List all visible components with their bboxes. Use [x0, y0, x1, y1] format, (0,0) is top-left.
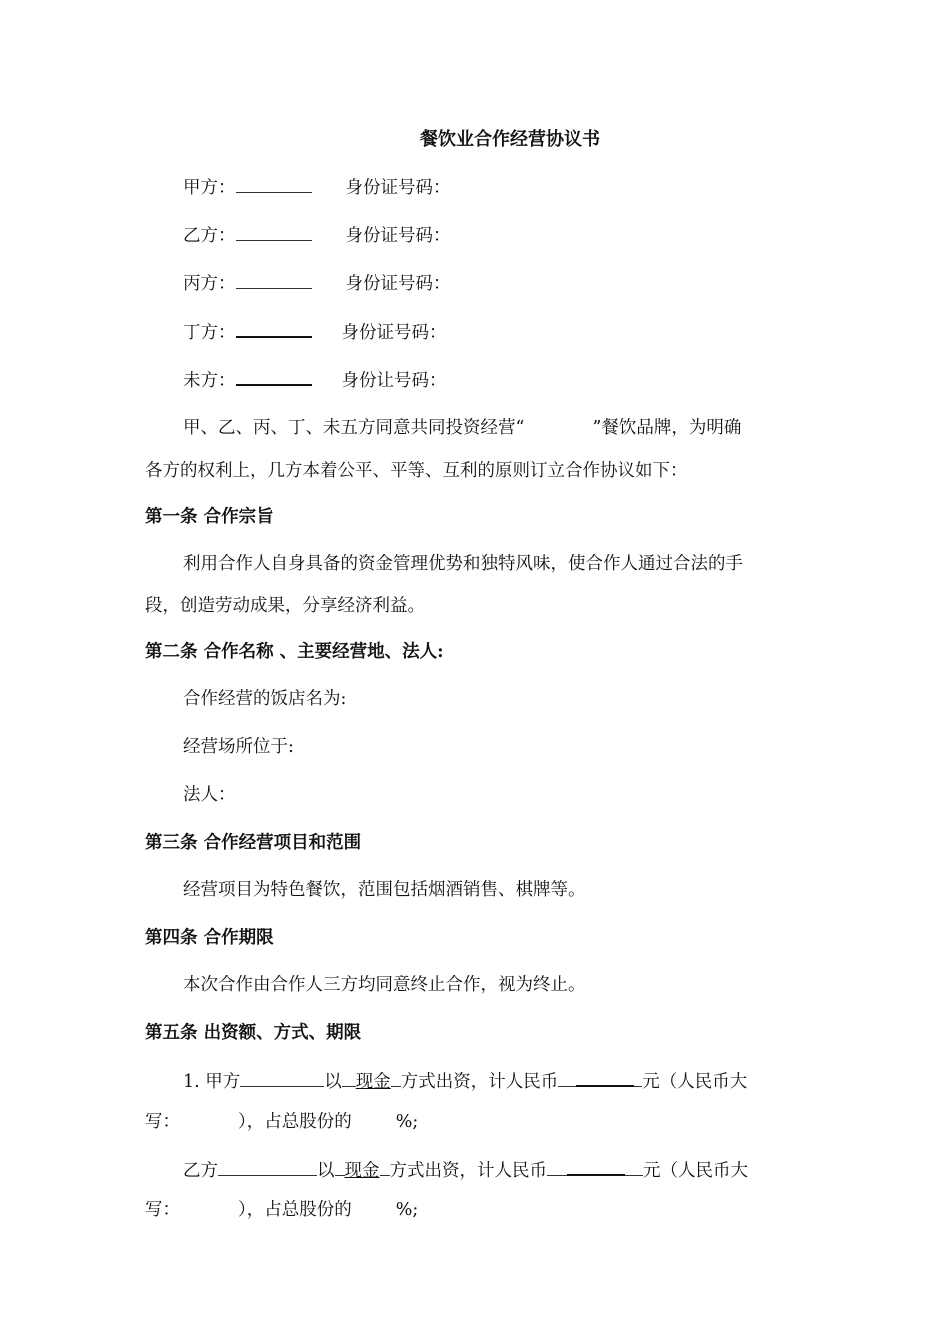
article-1-line-1: 利用合作人自身具备的资金管理优势和独特风味，使合作人通过合法的手 — [183, 554, 743, 574]
intro-line-2: 各方的权利上，几方本着公平、平等、互利的原则订立合作协议如下： — [145, 461, 688, 481]
article-4-text: 本次合作由合作人三方均同意终止合作，视为终止。 — [183, 975, 586, 995]
party-row-bing — [183, 272, 451, 296]
yuan-text: 元（人民币大 — [643, 1161, 748, 1181]
party-label: 乙方： — [183, 226, 236, 246]
mid-text: 方式出资，计人民币 — [389, 1161, 547, 1181]
article-1-heading: 第一条 合作宗旨 — [145, 507, 274, 527]
intro-text-a: 甲、乙、丙、丁、未五方同意共同投资经营“ — [183, 418, 525, 438]
party-name-blank — [236, 272, 312, 289]
document-title: 餐饮业合作经营协议书 — [420, 129, 600, 150]
method-pad-left — [335, 1159, 345, 1176]
method-pad-right — [380, 1159, 390, 1176]
id-label: 身份证号码： — [345, 178, 451, 198]
capital-label: 写： — [145, 1200, 180, 1220]
contributor-blank — [240, 1070, 324, 1087]
contributor-blank — [218, 1159, 317, 1176]
yuan-text: 元（人民币大 — [642, 1072, 748, 1092]
article-1-line-2: 段，创造劳动成果，分享经济利益。 — [145, 596, 425, 616]
party-label: 丁方： — [183, 323, 236, 343]
party-row-jia — [183, 176, 451, 200]
id-label: 身份让号码： — [341, 371, 447, 391]
legal-person-line: 法人： — [183, 785, 236, 805]
article-4-heading: 第四条 合作期限 — [145, 928, 274, 948]
capital-label: 写： — [145, 1112, 180, 1132]
amount-pad-left — [547, 1159, 567, 1176]
contributor-label: 乙方 — [183, 1161, 218, 1181]
contribution-jia-line-1 — [183, 1069, 747, 1094]
method-text: 现金 — [355, 1072, 391, 1092]
article-3-heading: 第三条 合作经营项目和范围 — [145, 833, 362, 853]
party-name-blank — [236, 368, 312, 386]
id-label: 身份证号码： — [345, 274, 451, 294]
party-label: 甲方： — [183, 178, 236, 198]
amount-pad-left — [558, 1070, 576, 1087]
method-pad-left — [342, 1070, 356, 1087]
percent-text: %; — [395, 1112, 419, 1132]
restaurant-name-line: 合作经营的饭店名为: — [183, 689, 347, 709]
party-row-ding — [183, 320, 447, 345]
amount-pad-right — [625, 1159, 643, 1176]
intro-line-1 — [183, 416, 741, 440]
percent-text: %; — [395, 1200, 419, 1220]
id-label: 身份证号码： — [341, 323, 447, 343]
article-3-text: 经营项目为特色餐饮，范围包括烟酒销售、棋牌等。 — [183, 880, 586, 900]
yi-text: 以 — [317, 1161, 335, 1181]
party-row-yi — [183, 224, 451, 248]
share-text: ），占总股份的 — [238, 1112, 352, 1132]
method-text: 现金 — [344, 1161, 380, 1181]
party-row-wei — [183, 368, 447, 393]
business-place-line: 经营场所位于: — [183, 737, 294, 757]
yi-text: 以 — [324, 1072, 342, 1092]
contribution-yi-line-1 — [183, 1158, 748, 1183]
contribution-jia-line-2 — [145, 1110, 418, 1134]
share-text: ），占总股份的 — [238, 1200, 352, 1220]
party-name-blank — [236, 224, 312, 241]
contributor-label: 1. 甲方 — [183, 1072, 241, 1092]
amount-blank — [576, 1069, 634, 1087]
id-label: 身份证号码： — [345, 226, 451, 246]
mid-text: 方式出资，计人民币 — [400, 1072, 559, 1092]
method-pad-right — [391, 1070, 401, 1087]
party-name-blank — [236, 176, 312, 193]
party-name-blank — [236, 320, 312, 338]
article-2-heading: 第二条 合作名称 、主要经营地、法人: — [145, 642, 444, 662]
party-label: 丙方： — [183, 274, 236, 294]
contribution-yi-line-2 — [145, 1198, 418, 1222]
intro-text-b: ”餐饮品牌，为明确 — [592, 418, 742, 438]
article-5-heading: 第五条 出资额、方式、期限 — [145, 1023, 362, 1043]
party-label: 未方： — [183, 371, 236, 391]
amount-blank — [567, 1158, 625, 1176]
